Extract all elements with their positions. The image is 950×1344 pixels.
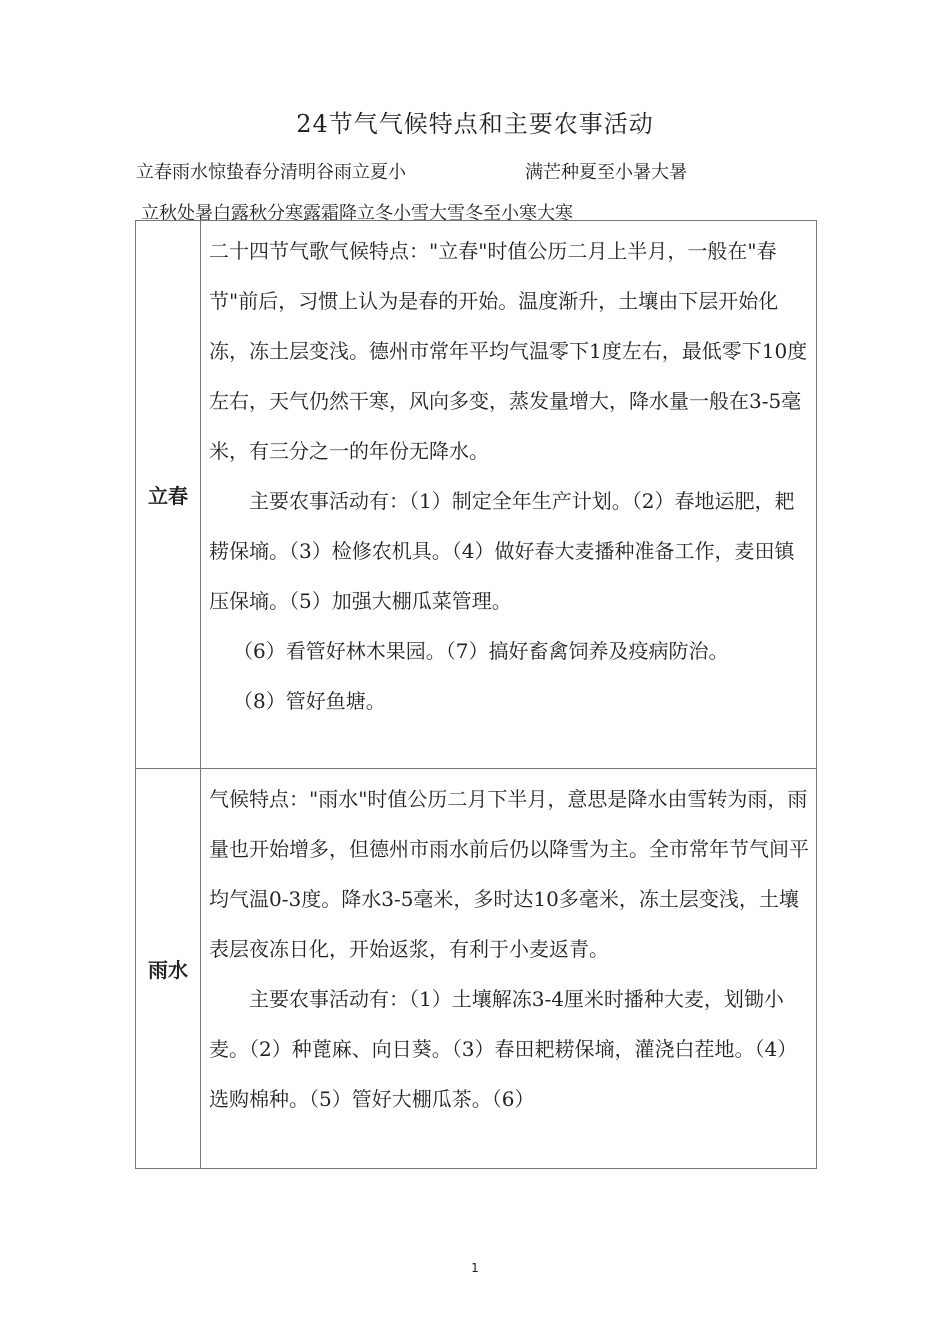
lichun-climate: 二十四节气歌气候特点："立春"时值公历二月上半月，一般在"春节"前后，习惯上认为是春的开始。温度渐升，土壤由下层开始化冻，冻土层变浅。德州市常年平均气温零下1度左右，最低零下10度左右，天气仍然干寒，风向多变，蒸发量增大，降水量一般在3-5毫米，有三分之一的年份无降水。 [209, 239, 808, 463]
lichun-activities-8: （8）管好鱼塘。 [233, 689, 386, 713]
solar-term-song-line1-part2: 满芒种夏至小暑大暑 [525, 162, 687, 183]
solar-term-song-line1-part1: 立春雨水惊蛰春分清明谷雨立夏小 [136, 162, 406, 183]
yushui-activities: 主要农事活动有：（1）土壤解冻3-4厘米时播种大麦，划锄小麦。（2）种蓖麻、向日葵。（3）春田耙耢保墒，灌浇白茬地。（4）选购棉种。（5）管好大棚瓜茶。（6） [209, 987, 798, 1111]
yushui-climate: 气候特点："雨水"时值公历二月下半月，意思是降水由雪转为雨，雨量也开始增多，但德州市雨水前后仍以降雪为主。全市常年节气间平均气温0-3度。降水3-5毫米，多时达10多毫米，冻土层变浅，土壤表层夜冻日化，开始返浆，有利于小麦返青。 [209, 787, 809, 961]
solar-term-song-line2: 立秋处暑白露秋分寒露霜降立冬小雪大雪冬至小寒大寒 [141, 203, 573, 224]
term-name-yushui: 雨水 [136, 769, 201, 1169]
term-body-yushui [201, 769, 817, 1169]
page-title: 24节气气候特点和主要农事活动 [296, 110, 654, 138]
page-number: 1 [471, 1261, 479, 1275]
lichun-activities-6-7: （6）看管好林木果园。（7）搞好畜禽饲养及疫病防治。 [233, 639, 729, 663]
lichun-activities-intro: 主要农事活动有：（1）制定全年生产计划。（2）春地运肥，耙耢保墒。（3）检修农机具。（4）做好春大麦播种准备工作，麦田镇压保墒。（5）加强大棚瓜菜管理。 [209, 489, 795, 613]
solar-terms-table [135, 220, 817, 1169]
term-body-lichun [201, 221, 817, 769]
term-name-lichun: 立春 [136, 221, 201, 769]
table-row-lichun [136, 221, 817, 769]
table-row-yushui [136, 769, 817, 1169]
